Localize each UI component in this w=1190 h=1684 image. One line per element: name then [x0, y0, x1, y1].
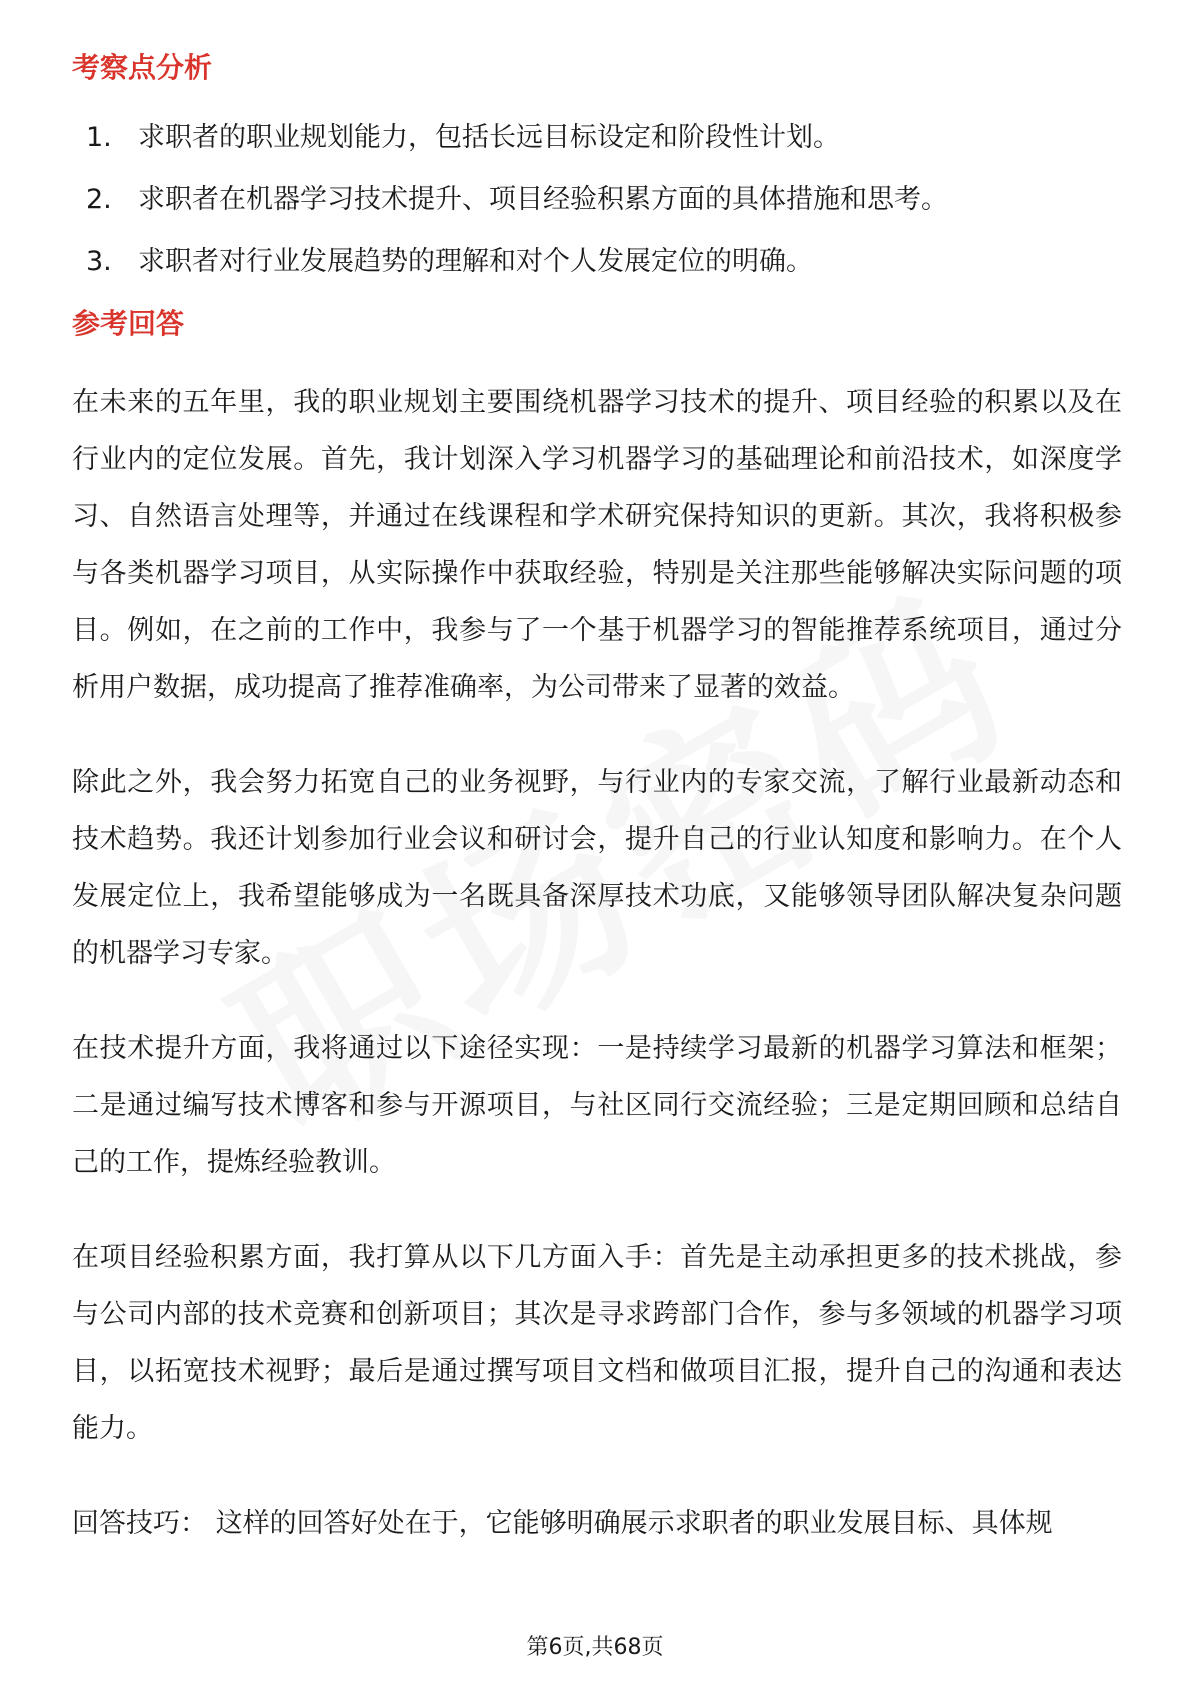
page-footer: 第6页,共68页 [526, 1635, 664, 1660]
list-number: 1. [86, 122, 112, 153]
analysis-list [72, 118, 1122, 282]
list-number: 3. [86, 246, 112, 277]
list-text: 求职者的职业规划能力，包括长远目标设定和阶段性计划。 [138, 122, 840, 153]
list-text: 求职者在机器学习技术提升、项目经验积累方面的具体措施和思考。 [138, 184, 948, 215]
list-text: 求职者对行业发展趋势的理解和对个人发展定位的明确。 [138, 246, 813, 277]
content [72, 48, 1122, 1552]
analysis-heading: 考察点分析 [72, 51, 213, 84]
answer-paragraph: 在技术提升方面，我将通过以下途径实现：一是持续学习最新的机器学习算法和框架；二是通过编写技术博客和参与开源项目，与社区同行交流经验；三是定期回顾和总结自己的工作，提炼经验教训。 [72, 1033, 1122, 1178]
list-item [72, 242, 1122, 282]
answer-paragraph: 在项目经验积累方面，我打算从以下几方面入手：首先是主动承担更多的技术挑战，参与公司内部的技术竞赛和创新项目；其次是寻求跨部门合作，参与多领域的机器学习项目，以拓宽技术视野；最后是通过撰写项目文档和做项目汇报，提升自己的沟通和表达能力。 [72, 1242, 1122, 1444]
tips-paragraph: 回答技巧： 这样的回答好处在于，它能够明确展示求职者的职业发展目标、具体规 [72, 1508, 1053, 1539]
answer-paragraph: 在未来的五年里，我的职业规划主要围绕机器学习技术的提升、项目经验的积累以及在行业内的定位发展。首先，我计划深入学习机器学习的基础理论和前沿技术，如深度学习、自然语言处理等，并通过在线课程和学术研究保持知识的更新。其次，我将积极参与各类机器学习项目，从实际操作中获取经验，特别是关注那些能够解决实际问题的项目。例如，在之前的工作中，我参与了一个基于机器学习的智能推荐系统项目，通过分析用户数据，成功提高了推荐准确率，为公司带来了显著的效益。 [72, 387, 1122, 703]
list-number: 2. [86, 184, 112, 215]
answer-heading: 参考回答 [72, 307, 185, 340]
list-item [72, 118, 1122, 158]
list-item [72, 180, 1122, 220]
answer-paragraph: 除此之外，我会努力拓宽自己的业务视野，与行业内的专家交流，了解行业最新动态和技术趋势。我还计划参加行业会议和研讨会，提升自己的行业认知度和影响力。在个人发展定位上，我希望能够成为一名既具备深厚技术功底，又能够领导团队解决复杂问题的机器学习专家。 [72, 767, 1122, 969]
